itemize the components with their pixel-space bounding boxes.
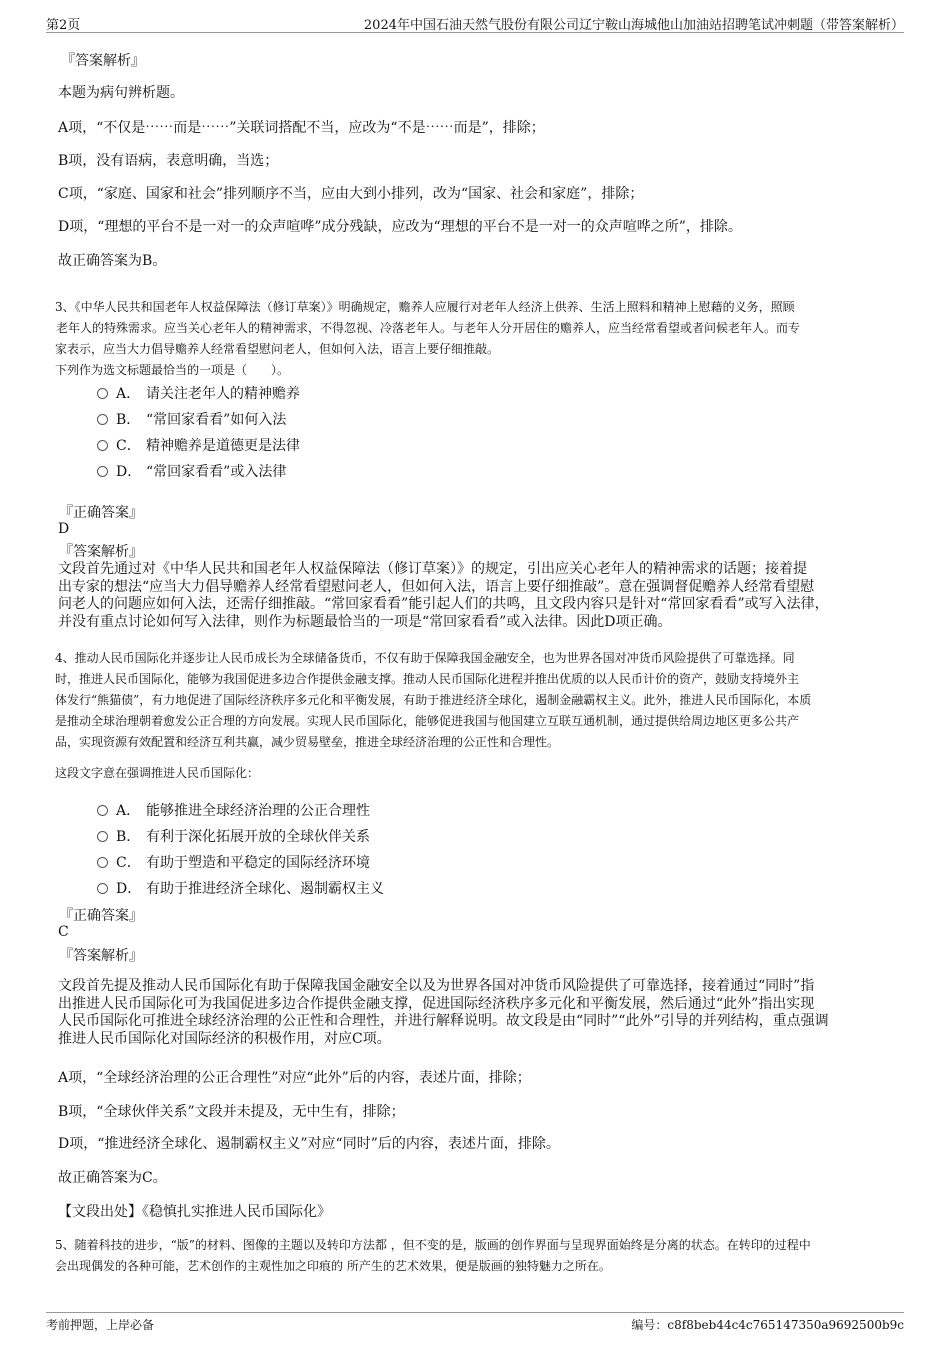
q3-option-a-label: A． — [116, 386, 141, 402]
q2-analysis-label: 『答案解析』 — [61, 53, 145, 69]
q4-analysis-line: 推进人民币国际化对国际经济的积极作用，对应C项。 — [58, 1030, 391, 1047]
q4-analysis — [58, 978, 829, 1048]
q4-stem — [55, 648, 811, 753]
q4-option-a-text: 能够推进全球经济治理的公正合理性 — [146, 803, 370, 819]
q4-analysis-line: 文段首先提及推动人民币国际化有助于保障我国金融安全以及为世界各国对冲货币风险提供了可靠选择，接着通过“同时”指 — [58, 978, 815, 994]
q2-analysis-line: D项，“理想的平台不是一对一的众声喧哗”成分残缺，应改为“理想的平台不是一对一的众声喧哗之所”，排除。 — [58, 219, 742, 235]
q3-option-b[interactable] — [97, 409, 286, 429]
q4-analysis-line: 出推进人民币国际化可为我国促进多边合作提供金融支撑，促进国际经济秩序多元化和平衡发展，然后通过“此外”指出实现 — [58, 995, 815, 1012]
radio-icon[interactable] — [97, 883, 108, 894]
q4-option-d-text: 有助于推进经济全球化、遏制霸权主义 — [146, 881, 384, 897]
q3-answer: D — [58, 521, 70, 537]
q4-option-note: D项，“推进经济全球化、遏制霸权主义”对应“同时”后的内容，表述片面，排除。 — [58, 1136, 560, 1152]
footer-slogan: 考前押题，上岸必备 — [46, 1318, 155, 1332]
q3-answer-label: 『正确答案』 — [59, 505, 143, 521]
q4-question: 这段文字意在强调推进人民币国际化： — [55, 766, 260, 780]
radio-icon[interactable] — [97, 388, 108, 399]
q3-option-c[interactable] — [97, 435, 300, 455]
q5-stem-line: 会出现偶发的各种可能，艺术创作的主观性加之印痕的 所产生的艺术效果，便是版画的独特魅力之所在。 — [55, 1259, 611, 1273]
q3-option-d-text: “常回家看看”或入法律 — [146, 464, 287, 480]
q4-option-d[interactable] — [97, 878, 384, 898]
q4-analysis-label: 『答案解析』 — [59, 948, 143, 964]
q5-stem-line: 5、随着科技的进步，“版”的材料、图像的主题以及转印方法都 ，但不变的是，版画的创作界面与呈现界面始终是分离的状态。在转印的过程中 — [55, 1238, 811, 1252]
q3-stem — [55, 297, 800, 381]
q4-stem-line: 是推动全球治理朝着愈发公正合理的方向发展。实现人民币国际化，能够促进我国与他国建立互联互通机制，通过提供给周边地区更多公共产 — [55, 714, 800, 728]
q4-option-a[interactable] — [97, 800, 370, 820]
q4-option-a-label: A． — [116, 803, 141, 819]
q2-analysis-line: C项，“家庭、国家和社会”排列顺序不当，应由大到小排列，改为“国家、社会和家庭”，排除； — [58, 186, 644, 202]
q3-analysis — [58, 561, 829, 631]
q3-stem-line: 老年人的特殊需求。应当关心老年人的精神需求，不得忽视、冷落老年人。与老年人分开居住的赡养人，应当经常看望或者问候老年人。而专 — [56, 321, 801, 335]
q4-stem-line: 4、推动人民币国际化并逐步让人民币成长为全球储备货币，不仅有助于保障我国金融安全，也为世界各国对冲货币风险提供了可靠选择。同 — [55, 651, 795, 665]
q3-option-a-text: 请关注老年人的精神赡养 — [146, 386, 300, 402]
q3-option-a[interactable] — [97, 383, 300, 403]
q2-analysis-line: A项，“不仅是⋯⋯而是⋯⋯”关联词搭配不当，应改为“不是⋯⋯而是”，排除； — [58, 120, 545, 136]
q4-option-c[interactable] — [97, 852, 370, 872]
q3-option-b-text: “常回家看看”如何入法 — [146, 412, 287, 428]
page-footer — [46, 1312, 904, 1332]
q4-option-d-label: D． — [116, 881, 142, 897]
q2-analysis-line: 故正确答案为B。 — [58, 253, 167, 269]
q4-stem-line: 时，推进人民币国际化，能够为我国促进多边合作提供金融支撑。推动人民币国际化进程并推出优质的以人民币计价的资产，鼓励支持境外主 — [55, 672, 800, 686]
q4-analysis-line: 人民币国际化可推进全球经济治理的公正性和合理性，并进行解释说明。故文段是由“同时”“此外”引导的并列结构，重点强调 — [58, 1013, 829, 1029]
q4-stem-line: 体发行“熊猫债”，有力地促进了国际经济秩序多元化和平衡发展，有助于推进经济全球化，遏制金融霸权主义。此外，推进人民币国际化，本质 — [55, 693, 812, 707]
q3-analysis-line: 并没有重点讨论如何写入法律，则作为标题最恰当的一项是“常回家看看”或入法律。因此D项正确。 — [58, 613, 672, 630]
q3-option-d[interactable] — [97, 461, 286, 481]
q4-answer: C — [58, 924, 69, 940]
page-header — [46, 12, 904, 33]
q4-option-note: A项，“全球经济治理的公正合理性”对应“此外”后的内容，表述片面，排除； — [58, 1070, 531, 1086]
q5-stem — [55, 1235, 811, 1277]
page-number: 第2页 — [46, 18, 81, 33]
q3-analysis-line: 问老人的问题应如何入法，还需仔细推敲。“常回家看看”能引起人们的共鸣，且文段内容只是针对“常回家看看”或写入法律， — [58, 596, 829, 612]
q4-option-note: B项，“全球伙伴关系”文段并未提及，无中生有，排除； — [58, 1104, 405, 1120]
q3-analysis-line: 出专家的想法“应当大力倡导赡养人经常看望慰问老人，但如何入法，语言上要仔细推敲”。意在强调督促赡养人经常看望慰 — [58, 578, 815, 595]
q2-analysis-line: B项，没有语病，表意明确，当选； — [58, 153, 279, 169]
q3-stem-line: 家表示，应当大力倡导赡养人经常看望慰问老人，但如何入法，语言上要仔细推敲。 — [55, 342, 500, 356]
q3-analysis-line: 文段首先通过对《中华人民共和国老年人权益保障法（修订草案）》的规定，引出应关心老年人的精神需求的话题；接着提 — [58, 561, 807, 577]
radio-icon[interactable] — [97, 466, 108, 477]
q2-analysis-line: 本题为病句辨析题。 — [58, 85, 184, 101]
q3-option-d-label: D． — [116, 464, 142, 480]
q4-option-b-label: B． — [116, 829, 141, 845]
radio-icon[interactable] — [97, 414, 108, 425]
document-title: 2024年中国石油天然气股份有限公司辽宁鞍山海城他山加油站招聘笔试冲刺题（带答案解析） — [363, 18, 904, 33]
radio-icon[interactable] — [97, 805, 108, 816]
q3-stem-line: 3、《中华人民共和国老年人权益保障法（修订草案）》明确规定，赡养人应履行对老年人经济上供养、生活上照料和精神上慰藉的义务，照顾 — [55, 300, 795, 314]
document-id: 编号：c8f8beb44c4c765147350a9692500b9c — [631, 1318, 904, 1332]
q4-option-c-text: 有助于塑造和平稳定的国际经济环境 — [146, 855, 370, 871]
q4-option-b[interactable] — [97, 826, 370, 846]
q3-option-b-label: B． — [116, 412, 141, 428]
q4-source: 【文段出处】《稳慎扎实推进人民币国际化》 — [58, 1204, 331, 1220]
q4-answer-label: 『正确答案』 — [59, 908, 143, 924]
q4-option-b-text: 有利于深化拓展开放的全球伙伴关系 — [146, 829, 370, 845]
q3-stem-line: 下列作为选文标题最恰当的一项是（ ）。 — [55, 363, 290, 377]
q3-option-c-label: C． — [116, 438, 141, 454]
q4-stem-line: 品，实现资源有效配置和经济互利共赢，减少贸易壁垒，推进全球经济治理的公正性和合理性。 — [55, 735, 560, 749]
q3-analysis-label: 『答案解析』 — [59, 544, 143, 560]
radio-icon[interactable] — [97, 831, 108, 842]
radio-icon[interactable] — [97, 857, 108, 868]
radio-icon[interactable] — [97, 440, 108, 451]
q4-option-c-label: C． — [116, 855, 141, 871]
q4-option-note: 故正确答案为C。 — [58, 1170, 167, 1186]
q3-option-c-text: 精神赡养是道德更是法律 — [146, 438, 300, 454]
